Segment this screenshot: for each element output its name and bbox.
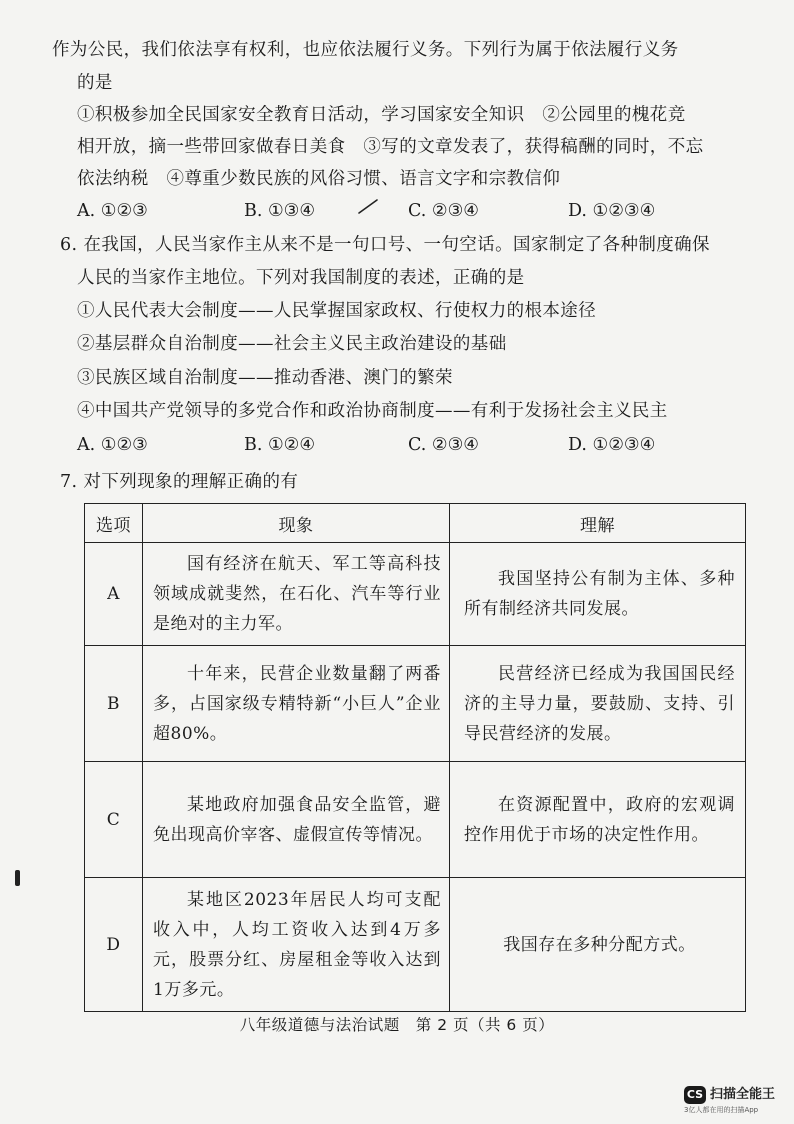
q5-statements-line-1: ①积极参加全民国家安全教育日活动，学习国家安全知识 ②公园里的槐花竞	[77, 105, 686, 125]
row-phenomenon: 某地政府加强食品安全监管，避免出现高价宰客、虚假宣传等情况。	[143, 762, 450, 878]
q6-statement-3: ③民族区域自治制度——推动香港、澳门的繁荣	[77, 368, 453, 388]
q6-statement-2: ②基层群众自治制度——社会主义民主政治建设的基础	[77, 334, 507, 354]
q7-stem: 7. 对下列现象的理解正确的有	[60, 472, 299, 492]
q6-stem-line-2: 人民的当家作主地位。下列对我国制度的表述，正确的是	[77, 268, 525, 288]
row-phenomenon: 某地区2023年居民人均可支配收入中，人均工资收入达到4万多元，股票分红、房屋租金等收入达到1万多元。	[143, 878, 450, 1012]
row-understanding: 我国坚持公有制为主体、多种所有制经济共同发展。	[450, 543, 746, 646]
pen-stroke-mark	[357, 197, 379, 215]
q5-option-d: D. ①②③④	[568, 201, 656, 221]
q6-option-a: A. ①②③	[77, 435, 148, 455]
row-understanding: 民营经济已经成为我国国民经济的主导力量，要鼓励、支持、引导民营经济的发展。	[450, 646, 746, 762]
scan-speck	[15, 870, 20, 886]
row-phenomenon: 国有经济在航天、军工等高科技领域成就斐然，在石化、汽车等行业是绝对的主力军。	[143, 543, 450, 646]
q6-statement-4: ④中国共产党领导的多党合作和政治协商制度——有利于发扬社会主义民主	[77, 401, 668, 421]
q6-option-c: C. ②③④	[408, 435, 479, 455]
q5-stem-line-1: 作为公民，我们依法享有权利，也应依法履行义务。下列行为属于依法履行义务	[52, 40, 679, 60]
camscanner-logo-icon: CS	[684, 1086, 706, 1104]
row-understanding: 在资源配置中，政府的宏观调控作用优于市场的决定性作用。	[450, 762, 746, 878]
watermark-subtitle: 3亿人都在用的扫描App	[684, 1106, 759, 1114]
table-row	[85, 543, 746, 646]
q7-table	[84, 503, 746, 1012]
row-phenomenon: 十年来，民营企业数量翻了两番多，占国家级专精特新“小巨人”企业超80%。	[143, 646, 450, 762]
table-row	[85, 646, 746, 762]
row-option: A	[85, 543, 143, 646]
table-row	[85, 762, 746, 878]
q5-statements-line-3: 依法纳税 ④尊重少数民族的风俗习惯、语言文字和宗教信仰	[77, 169, 561, 189]
row-option: D	[85, 878, 143, 1012]
q5-stem-line-2: 的是	[77, 73, 113, 93]
scanner-watermark	[684, 1086, 784, 1116]
page-footer: 八年级道德与法治试题 第 2 页（共 6 页）	[239, 1016, 555, 1034]
row-understanding: 我国存在多种分配方式。	[450, 878, 746, 1012]
q5-statements-line-2: 相开放，摘一些带回家做春日美食 ③写的文章发表了，获得稿酬的同时，不忘	[77, 137, 704, 157]
q5-option-c: C. ②③④	[408, 201, 479, 221]
q5-option-b: B. ①③④	[244, 201, 316, 221]
q6-option-d: D. ①②③④	[568, 435, 656, 455]
table-header-row	[85, 504, 746, 543]
table-row	[85, 878, 746, 1012]
header-phenomenon: 现象	[143, 504, 450, 543]
row-option: C	[85, 762, 143, 878]
watermark-name: 扫描全能王	[710, 1087, 776, 1102]
q5-option-a: A. ①②③	[77, 201, 148, 221]
q6-option-b: B. ①②④	[244, 435, 316, 455]
row-option: B	[85, 646, 143, 762]
q6-statement-1: ①人民代表大会制度——人民掌握国家政权、行使权力的根本途径	[77, 301, 597, 321]
q6-stem-line-1: 6. 在我国，人民当家作主从来不是一句口号、一句空话。国家制定了各种制度确保	[60, 235, 710, 255]
header-understanding: 理解	[450, 504, 746, 543]
header-option: 选项	[85, 504, 143, 543]
